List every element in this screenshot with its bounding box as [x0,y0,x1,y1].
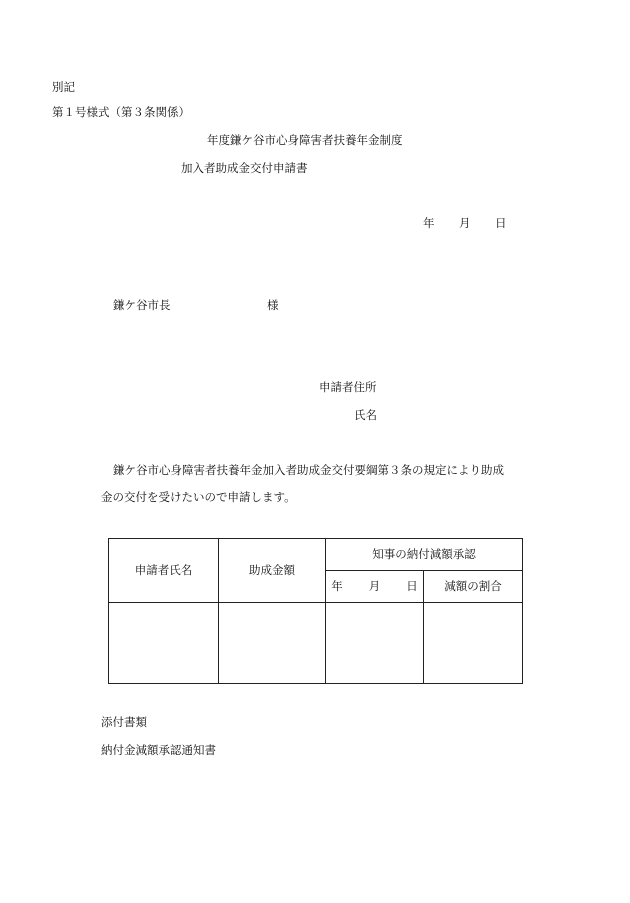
attachment-item-1: 納付金減額承認通知書 [101,743,216,757]
date-day: 日 [495,216,507,230]
cell-approval-date[interactable] [326,603,424,684]
cell-applicant-name[interactable] [109,603,219,684]
header-grant-amount: 助成金額 [219,539,326,603]
title-line-1: 年度鎌ケ谷市心身障害者扶養年金制度 [207,133,403,147]
subheader-approval-date [326,571,424,603]
date-month: 月 [459,216,471,230]
header-governor-approval: 知事の納付減額承認 [326,539,523,571]
title-line-2: 加入者助成金交付申請書 [181,161,308,175]
applicant-name-label: 氏名 [354,408,377,422]
applicant-address-label: 申請者住所 [319,380,377,394]
date-year: 年 [423,216,435,230]
attachments-label: 添付書類 [101,715,147,729]
body-line-2: 金の交付を受けたいので申請します。 [101,490,296,504]
form-number: 第１号様式（第３条関係） [52,105,190,119]
subheader-day: 日 [406,578,418,593]
subheader-year: 年 [331,578,343,593]
application-table [108,538,523,684]
appendix-label: 別記 [52,80,75,94]
subheader-reduction-ratio: 減額の割合 [424,571,523,603]
cell-reduction-ratio[interactable] [424,603,523,684]
cell-grant-amount[interactable] [219,603,326,684]
addressee-honorific: 様 [267,298,279,312]
addressee-name: 鎌ケ谷市長 [113,298,171,312]
header-applicant-name: 申請者氏名 [109,539,219,603]
subheader-month: 月 [368,578,381,593]
body-line-1: 鎌ケ谷市心身障害者扶養年金加入者助成金交付要綱第３条の規定により助成 [113,463,504,477]
